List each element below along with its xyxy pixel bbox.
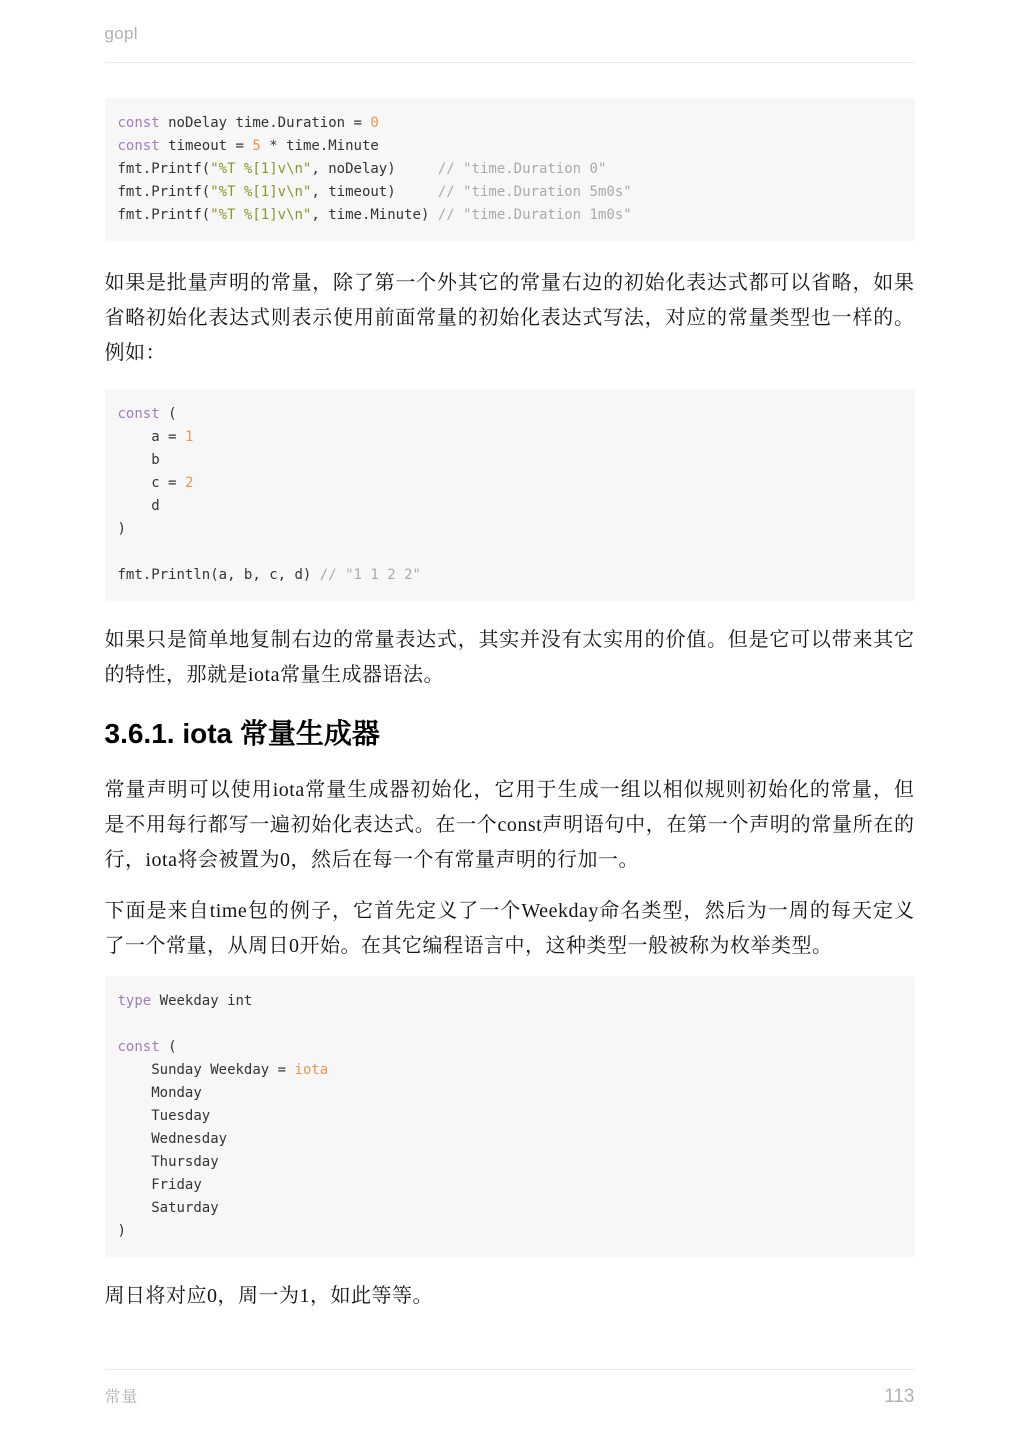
paragraph-weekday-intro: 下面是来自time包的例子，它首先定义了一个Weekday命名类型，然后为一周的每天定义了一个常量，从周日0开始。在其它编程语言中，这种类型一般被称为枚举类型。: [104, 900, 915, 957]
paragraph-copy-expression: 如果只是简单地复制右边的常量表达式，其实并没有太实用的价值。但是它可以带来其它的特性，那就是iota常量生成器语法。: [104, 629, 915, 686]
code-line: fmt.Printf("%T %[1]v\n", time.Minute) // "time.Duration 1m0s": [117, 207, 632, 223]
footer-chapter-label: 常量: [104, 1389, 139, 1406]
paragraph-iota-explanation: 常量声明可以使用iota常量生成器初始化，它用于生成一组以相似规则初始化的常量，但是不用每行都写一遍初始化表达式。在一个const声明语句中，在第一个声明的常量所在的行，iota将会被置为0，然后在每一个有常量声明的行加一。: [104, 779, 915, 871]
code-line: a = 1: [117, 429, 194, 445]
code-line: d: [117, 498, 160, 514]
code-line: Tuesday: [117, 1108, 211, 1124]
code-line: ): [117, 1223, 126, 1239]
code-block-const-group: [105, 389, 915, 601]
code-line: const (: [117, 406, 177, 422]
code-line: const timeout = 5 * time.Minute: [117, 138, 379, 154]
code-line: Thursday: [117, 1154, 219, 1170]
paragraph-weekday-values: 周日将对应0，周一为1，如此等等。: [104, 1285, 433, 1307]
code-line: b: [117, 452, 160, 468]
code-line: Monday: [117, 1085, 202, 1101]
site-title: gopl: [104, 24, 138, 43]
page-header: [105, 22, 915, 63]
page-footer: [105, 1369, 915, 1408]
code-block-duration-consts: [105, 98, 915, 241]
code-line: const noDelay time.Duration = 0: [117, 115, 379, 131]
code-line: fmt.Println(a, b, c, d) // "1 1 2 2": [117, 567, 421, 583]
code-line: ): [117, 521, 126, 537]
section-heading: 3.6.1. iota 常量生成器: [104, 718, 380, 749]
code-line: const (: [117, 1039, 177, 1055]
code-line: type Weekday int: [117, 993, 253, 1009]
code-line: Friday: [117, 1177, 202, 1193]
page-content: [105, 0, 915, 1444]
footer-page-number: 113: [884, 1386, 915, 1407]
code-line: fmt.Printf("%T %[1]v\n", noDelay) // "time.Duration 0": [117, 161, 607, 177]
code-line: Sunday Weekday = iota: [117, 1062, 329, 1078]
code-block-weekday-enum: [105, 976, 915, 1257]
code-line: Saturday: [117, 1200, 219, 1216]
paragraph-batch-const-declaration: 如果是批量声明的常量，除了第一个外其它的常量右边的初始化表达式都可以省略，如果省略初始化表达式则表示使用前面常量的初始化表达式写法，对应的常量类型也一样的。例如：: [104, 272, 915, 364]
code-line: fmt.Printf("%T %[1]v\n", timeout) // "time.Duration 5m0s": [117, 184, 632, 200]
code-line: Wednesday: [117, 1131, 228, 1147]
code-line: [118, 541, 902, 564]
code-line: c = 2: [117, 475, 194, 491]
code-line: [118, 1013, 902, 1036]
